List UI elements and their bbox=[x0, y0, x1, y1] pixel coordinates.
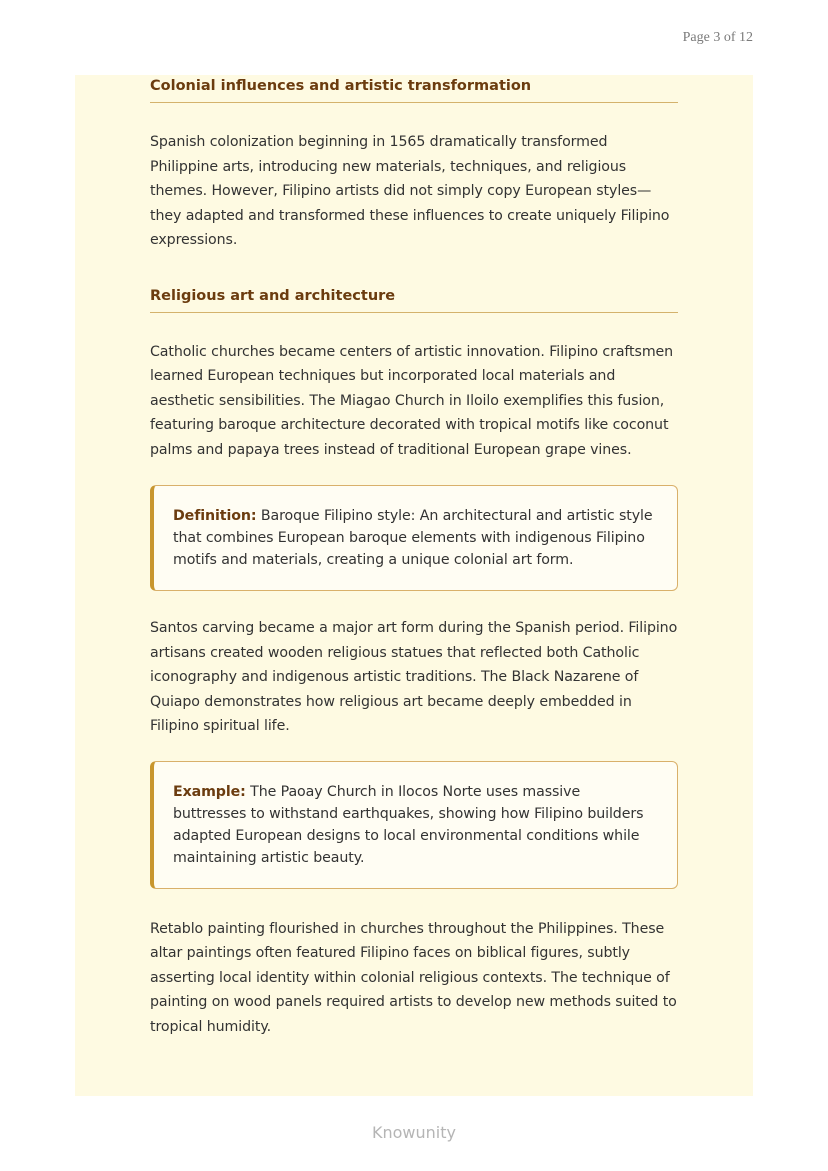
section-heading-colonial: Colonial influences and artistic transformation bbox=[150, 75, 678, 103]
example-box bbox=[150, 761, 678, 889]
paragraph-santos: Santos carving became a major art form during the Spanish period. Filipino artisans created wooden religious statues that reflected both Catholic iconography and indigenous artistic traditions. The Black Nazarene of Quiapo demonstrates how religious art became deeply embedded in Filipino spiritual life. bbox=[150, 620, 678, 734]
example-label: Example: bbox=[173, 783, 246, 800]
example-text: The Paoay Church in Ilocos Norte uses massive buttresses to withstand earthquakes, showing how Filipino builders adapted European designs to local environmental conditions while maintaining artistic beauty. bbox=[173, 783, 644, 866]
section-heading-religious: Religious art and architecture bbox=[150, 285, 678, 313]
definition-box bbox=[150, 485, 678, 591]
paragraph-religious: Catholic churches became centers of artistic innovation. Filipino craftsmen learned European techniques but incorporated local materials and aesthetic sensibilities. The Miagao Church in Iloilo exemplifies this fusion, featuring baroque architecture decorated with tropical motifs like coconut palms and papaya trees instead of traditional European grape vines. bbox=[150, 343, 674, 458]
content-column bbox=[150, 75, 678, 1039]
footer-brand: Knowunity bbox=[372, 1123, 456, 1142]
paragraph-colonial: Spanish colonization beginning in 1565 dramatically transformed Philippine arts, introducing new materials, techniques, and religious themes. However, Filipino artists did not simply copy European styles—they adapted and transformed these influences to create uniquely Filipino expressions. bbox=[150, 134, 670, 248]
page-number: Page 3 of 12 bbox=[682, 30, 753, 45]
definition-text: Baroque Filipino style: An architectural and artistic style that combines European baroque elements with indigenous Filipino motifs and materials, creating a unique colonial art form. bbox=[173, 508, 653, 568]
content-panel bbox=[75, 75, 753, 1096]
paragraph-retablo: Retablo painting flourished in churches throughout the Philippines. These altar paintings often featured Filipino faces on biblical figures, subtly asserting local identity within colonial religious contexts. The technique of painting on wood panels required artists to develop new methods suited to tropical humidity. bbox=[150, 920, 677, 1035]
definition-label: Definition: bbox=[173, 508, 257, 524]
